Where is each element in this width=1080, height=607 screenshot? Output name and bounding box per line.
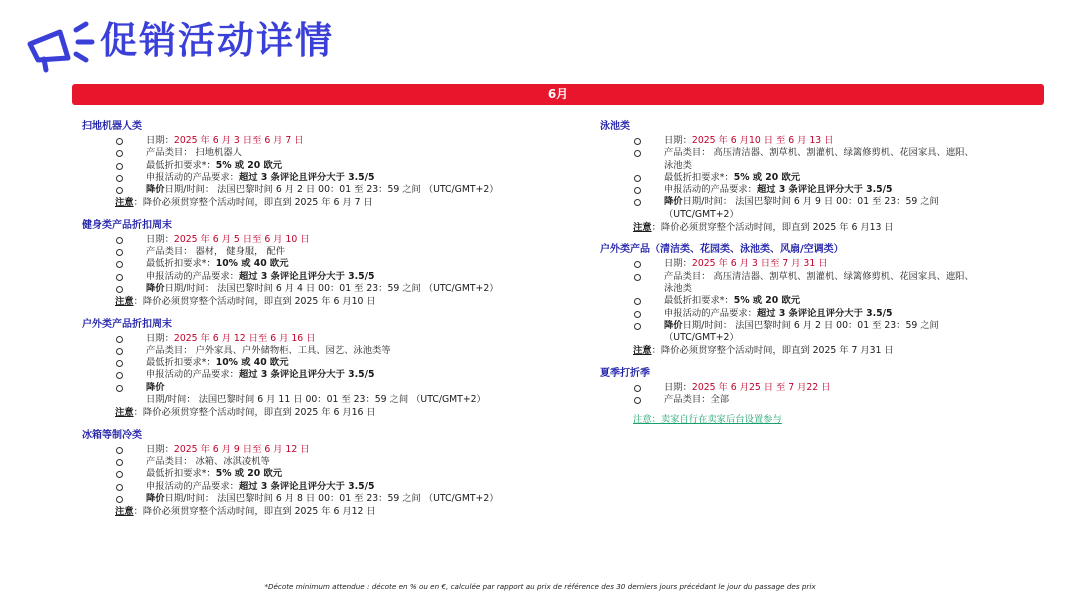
- bullet-icon: [116, 138, 123, 145]
- text-span: 注意: [115, 197, 134, 209]
- text-span: ：降价必须贯穿整个活动时间，即直到 2025 年 7 月31 日: [651, 345, 894, 357]
- bullet-icon: [116, 471, 123, 478]
- text-span: 日期/时间： 法国巴黎时间 6 月 11 日 00：01 至 23：59 之间 （UTC/GMT+2）: [146, 394, 486, 406]
- text-span: 降价: [146, 184, 165, 196]
- text-span: 超过 3 条评论且评分大于 3.5/5: [756, 184, 893, 196]
- bullet-icon: [116, 187, 123, 194]
- text-span: 产品类目： 高压清洁器、割草机、割灌机、绿篱修剪机、花园家具、遮阳、泳池类: [664, 147, 974, 171]
- section-note: [82, 506, 502, 518]
- text-span: 申报活动的产品要求：: [664, 307, 757, 319]
- megaphone-icon: [24, 14, 102, 74]
- bullet-icon: [116, 336, 123, 343]
- promo-section: [600, 243, 980, 357]
- text-span: 2025 年 6 月 12 日至 6 月 16 日: [173, 332, 316, 344]
- bullet-icon: [116, 348, 123, 355]
- list-item: [82, 271, 502, 283]
- text-span: 超过 3 条评论且评分大于 3.5/5: [756, 307, 893, 319]
- text-span: 10% 或 40 欧元: [215, 357, 289, 369]
- text-span: 2025 年 6 月 5 日至 6 月 10 日: [173, 233, 310, 245]
- text-span: 日期/时间： 法国巴黎时间 6 月 9 日 00：01 至 23：59 之间 （UTC/GMT+2）: [664, 196, 939, 220]
- bullet-icon: [634, 199, 641, 206]
- promo-section: [82, 219, 502, 309]
- bullet-icon: [116, 360, 123, 367]
- promo-section: [600, 120, 980, 234]
- bullet-icon: [116, 274, 123, 281]
- text-span: 最低折扣要求*：: [664, 171, 734, 183]
- section-title: 夏季打折季: [600, 367, 650, 379]
- list-item: [600, 135, 980, 147]
- list-item: [82, 147, 502, 159]
- bullet-icon: [634, 323, 641, 330]
- text-span: 降价: [146, 381, 165, 393]
- text-span: 产品类目： 扫地机器人: [146, 147, 242, 159]
- text-span: 产品类目：全部: [664, 394, 730, 406]
- bullet-icon: [634, 311, 641, 318]
- text-span: 2025 年 6 月10 日 至 6 月 13 日: [691, 135, 834, 146]
- list-item: [82, 444, 502, 456]
- bullet-icon: [634, 150, 641, 157]
- bullet-icon: [634, 274, 641, 281]
- text-span: 5% 或 20 欧元: [215, 159, 283, 171]
- list-item: [82, 481, 502, 493]
- section-note: [600, 345, 980, 357]
- footnote: *Décote minimum attendue : décote en % ou en €, calculée par rapport au prix de référence des 30 derniers jours précédant le jour du passage des prix: [264, 582, 816, 591]
- list-item: [600, 308, 980, 320]
- list-item: [600, 295, 980, 307]
- text-span: 降价: [664, 319, 683, 331]
- text-span: 申报活动的产品要求：: [664, 184, 757, 196]
- bullet-icon: [116, 175, 123, 182]
- promo-section: [82, 318, 502, 420]
- bullet-icon: [634, 261, 641, 268]
- list-item: [82, 493, 502, 505]
- bullet-icon: [116, 447, 123, 454]
- detail-list: [82, 135, 502, 196]
- bullet-icon: [634, 397, 641, 404]
- text-span: 日期：: [664, 381, 692, 393]
- bullet-icon: [116, 286, 123, 293]
- text-span: 10% 或 40 欧元: [215, 258, 289, 270]
- text-span: ：降价必须贯穿整个活动时间，即直到 2025 年 6 月16 日: [133, 407, 376, 419]
- list-item: [82, 357, 502, 369]
- text-span: ：降价必须贯穿整个活动时间，即直到 2025 年 6 月13 日: [651, 222, 894, 234]
- text-span: 注意: [115, 506, 134, 518]
- text-span: 日期：: [146, 135, 174, 146]
- bullet-icon: [116, 459, 123, 466]
- month-bar: 6月: [72, 84, 1044, 105]
- list-item: [82, 283, 502, 295]
- text-span: 2025 年 6 月 3 日至 7 月 31 日: [691, 258, 828, 270]
- text-span: 超过 3 条评论且评分大于 3.5/5: [238, 369, 375, 381]
- bullet-icon: [116, 385, 123, 392]
- text-span: 申报活动的产品要求：: [146, 480, 239, 492]
- section-note: [600, 222, 980, 234]
- section-title: 扫地机器人类: [82, 121, 142, 132]
- list-item: [600, 147, 980, 172]
- list-item: [82, 382, 502, 407]
- text-span: 最低折扣要求*：: [146, 159, 216, 171]
- list-item: [82, 184, 502, 196]
- text-span: 产品类目： 器材， 健身服， 配件: [146, 246, 286, 258]
- text-span: 日期：: [664, 258, 692, 270]
- list-item: [82, 246, 502, 258]
- promo-section: [82, 429, 502, 519]
- list-item: [600, 271, 980, 296]
- list-item: [600, 172, 980, 184]
- text-span: 注意: [633, 222, 652, 234]
- section-note: [82, 407, 502, 419]
- text-span: 日期：: [146, 233, 174, 245]
- list-item: [82, 468, 502, 480]
- text-span: 申报活动的产品要求：: [146, 171, 239, 183]
- list-item: [82, 456, 502, 468]
- detail-list: [600, 258, 980, 344]
- text-span: 最低折扣要求*：: [146, 258, 216, 270]
- list-item: [82, 345, 502, 357]
- bullet-icon: [634, 385, 641, 392]
- detail-list: [600, 135, 980, 221]
- text-span: 日期/时间： 法国巴黎时间 6 月 4 日 00：01 至 23：59 之间 （UTC/GMT+2）: [164, 282, 499, 294]
- text-span: ：降价必须贯穿整个活动时间，即直到 2025 年 6 月12 日: [133, 506, 376, 518]
- text-span: 日期：: [664, 135, 692, 146]
- list-item: [82, 333, 502, 345]
- text-span: ：降价必须贯穿整个活动时间，即直到 2025 年 6 月 7 日: [133, 197, 373, 209]
- bullet-icon: [116, 496, 123, 503]
- text-span: 降价: [146, 282, 165, 294]
- text-span: 日期/时间： 法国巴黎时间 6 月 8 日 00：01 至 23：59 之间 （UTC/GMT+2）: [164, 492, 499, 504]
- bullet-icon: [116, 484, 123, 491]
- section-title: 冰箱等制冷类: [82, 429, 142, 441]
- list-item: [82, 172, 502, 184]
- bullet-icon: [116, 150, 123, 157]
- list-item: [600, 184, 980, 196]
- text-span: 最低折扣要求*：: [146, 357, 216, 369]
- bullet-icon: [634, 298, 641, 305]
- section-title: 户外类产品（清洁类、花园类、泳池类、风扇/空调类）: [600, 244, 844, 256]
- text-span: 超过 3 条评论且评分大于 3.5/5: [238, 480, 375, 492]
- left-column: [82, 120, 502, 527]
- right-column: [600, 120, 980, 436]
- bullet-icon: [116, 163, 123, 170]
- text-span: 2025 年 6 月 3 日至 6 月 7 日: [173, 135, 304, 146]
- promo-section: [82, 120, 502, 210]
- list-item: [600, 394, 980, 406]
- text-span: 申报活动的产品要求：: [146, 369, 239, 381]
- text-span: 日期：: [146, 332, 174, 344]
- bullet-icon: [116, 261, 123, 268]
- list-item: [82, 135, 502, 147]
- seller-note: 注意：卖家自行在卖家后台设置参与: [633, 414, 782, 426]
- text-span: 注意: [115, 296, 134, 308]
- text-span: 5% 或 20 欧元: [733, 171, 801, 183]
- text-span: 5% 或 20 欧元: [215, 468, 283, 480]
- promo-section: [600, 367, 980, 427]
- text-span: 注意: [115, 407, 134, 419]
- detail-list: [82, 444, 502, 505]
- list-item: [600, 196, 980, 221]
- list-item: [600, 382, 980, 394]
- text-span: 最低折扣要求*：: [146, 468, 216, 480]
- text-span: 申报活动的产品要求：: [146, 270, 239, 282]
- list-item: [82, 234, 502, 246]
- text-span: 日期/时间： 法国巴黎时间 6 月 2 日 00：01 至 23：59 之间 （UTC/GMT+2）: [664, 319, 939, 344]
- detail-list: [82, 234, 502, 295]
- text-span: 注意: [633, 345, 652, 357]
- bullet-icon: [634, 138, 641, 145]
- bullet-icon: [634, 187, 641, 194]
- text-span: 2025 年 6 月 9 日至 6 月 12 日: [173, 443, 310, 455]
- text-span: 降价: [664, 196, 683, 208]
- list-item: [600, 320, 980, 345]
- text-span: 超过 3 条评论且评分大于 3.5/5: [238, 171, 375, 183]
- section-title: 泳池类: [600, 121, 630, 132]
- text-span: ：降价必须贯穿整个活动时间，即直到 2025 年 6 月10 日: [133, 296, 376, 308]
- page-title: 促销活动详情: [100, 19, 334, 62]
- list-item: [82, 369, 502, 381]
- text-span: 5% 或 20 欧元: [733, 295, 801, 307]
- text-span: 最低折扣要求*：: [664, 295, 734, 307]
- section-note: [82, 296, 502, 308]
- text-span: 2025 年 6 月25 日 至 7 月22 日: [691, 381, 831, 393]
- bullet-icon: [116, 249, 123, 256]
- section-title: 健身类产品折扣周末: [82, 219, 172, 231]
- list-item: [600, 258, 980, 270]
- list-item: [82, 258, 502, 270]
- text-span: 超过 3 条评论且评分大于 3.5/5: [238, 270, 375, 282]
- detail-list: [600, 382, 980, 407]
- detail-list: [82, 333, 502, 407]
- text-span: 产品类目： 冰箱、冰淇凌机等: [146, 455, 270, 467]
- bullet-icon: [116, 237, 123, 244]
- section-note: [82, 197, 502, 209]
- text-span: 降价: [146, 492, 165, 504]
- header: [24, 14, 102, 74]
- bullet-icon: [634, 175, 641, 182]
- text-span: 日期：: [146, 443, 174, 455]
- text-span: 产品类目： 高压清洁器、割草机、割灌机、绿篱修剪机、花园家具、遮阳、泳池类: [664, 270, 974, 294]
- section-title: 户外类产品折扣周末: [82, 318, 172, 330]
- list-item: [82, 160, 502, 172]
- text-span: 产品类目： 户外家具、户外储物柜、工具、园艺、泳池类等: [146, 344, 391, 356]
- bullet-icon: [116, 372, 123, 379]
- text-span: 日期/时间： 法国巴黎时间 6 月 2 日 00：01 至 23：59 之间 （UTC/GMT+2）: [164, 184, 499, 196]
